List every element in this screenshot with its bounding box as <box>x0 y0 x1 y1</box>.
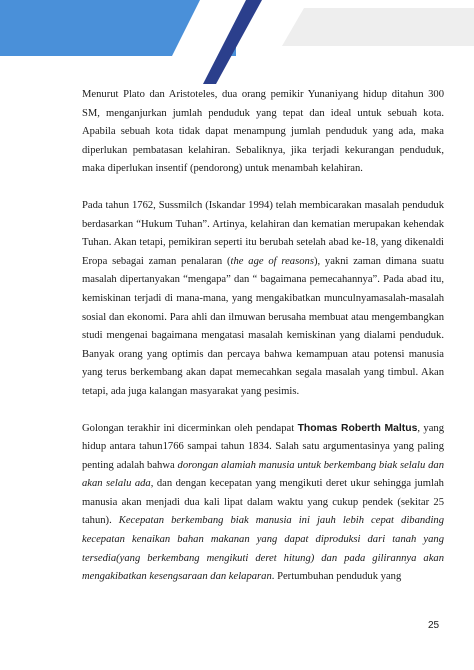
text-run: ), yakni zaman dimana suatu masalah dipertanyakan “mengapa” dan “ bagaimana pemecahannya”. Pada abad itu, kemiskinan terjadi di mana-mana, yang mengakibatkan munculnyamasalah-masalah sosial dan ekonomi. Para ahli dan ilmuwan berusaha membuat atau mengembangkan studi mengenai bagaimana mengatasi masalah kemiskinan yang dialami penduduk. Banyak orang yang optimis dan percaya bahwa kemampuan atau potensi manusia yang terus berkembang akan dapat memecahkan segala masalah yang timbul. Akan tetapi, ada juga kalangan masyarakat yang pesimis. <box>82 255 444 397</box>
body-text <box>82 86 444 605</box>
text-run: dorongan alamiah manusia untuk berkembang biak selalu dan akan selalu ada <box>82 459 444 490</box>
paragraph-2 <box>82 197 444 402</box>
header-decoration <box>0 0 474 90</box>
text-run: Golongan terakhir ini dicerminkan oleh pendapat <box>82 422 298 434</box>
page-number: 25 <box>428 620 440 631</box>
text-run: Kecepatan berkembang biak manusia ini jauh lebih cepat dibanding kecepatan kenaikan bahan makanan yang dapat diproduksi dari tanah yang tersedia(yang berkembang mengikuti deret hitung) dan pada gilirannya akan mengakibatkan kesengsaraan dan kelaparan <box>82 515 444 583</box>
header-grey-panel <box>282 8 474 46</box>
text-run: Pada tahun 1762, Sussmilch (Iskandar 1994) telah membicarakan masalah penduduk berdasarkan “Hukum Tuhan”. Artinya, kelahiran dan kematian merupakan kehendak Tuhan. Akan tetapi, pemikiran seperti itu berubah setelah abad ke-18, yang dikenaldi Eropa sebagai zaman penalaran ( <box>82 199 444 267</box>
text-run: , yang hidup antara tahun1766 sampai tahun 1834. Salah satu argumentasinya yang paling penting adalah bahwa <box>82 422 445 471</box>
paragraph-1 <box>82 86 444 179</box>
text-run: , dan dengan kecepatan yang mengikuti deret ukur sehingga jumlah manusia akan menjadi dua kali lipat dalam waktu yang cukup pendek (sekitar 25 tahun). <box>82 478 444 527</box>
text-run: . Pertumbuhan penduduk yang <box>271 571 402 583</box>
paragraph-3 <box>82 420 444 587</box>
text-run: the age of reasons <box>230 255 314 267</box>
text-run: Menurut Plato dan Aristoteles, dua orang pemikir Yunaniyang hidup ditahun 300 SM, menganjurkan jumlah penduduk yang tepat dan ideal untuk sebuah kota. Apabila sebuah kota tidak dapat menampung jumlah penduduk yang ada, maka diperlukan pembatasan kelahiran. Sebaliknya, jika terjadi kekurangan penduduk, maka diperlukan insentif (pendorong) untuk menambah kelahiran. <box>82 89 444 175</box>
text-run: Thomas Roberth Maltus <box>297 422 418 434</box>
